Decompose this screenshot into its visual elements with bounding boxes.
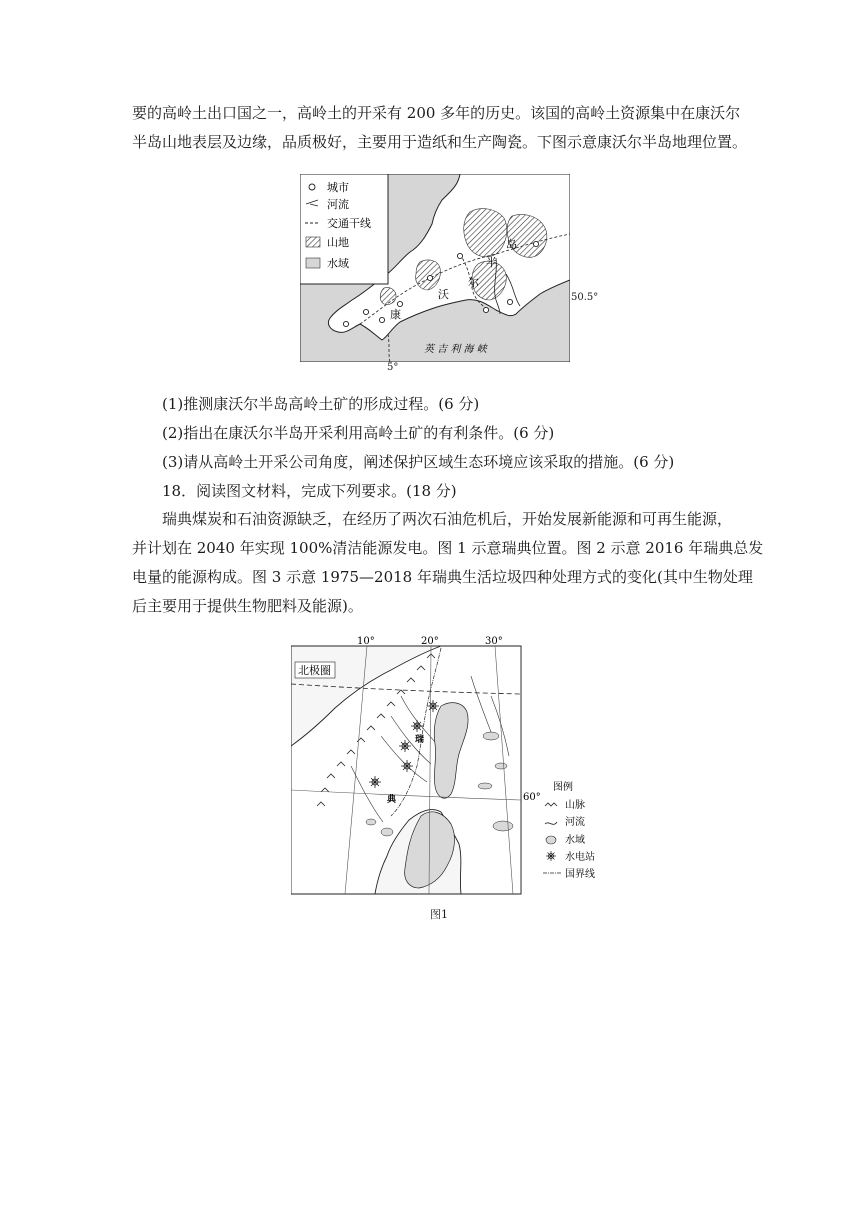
lon-label-10: 10°	[357, 636, 375, 647]
peninsula-char-3: 尔	[468, 276, 479, 289]
figure-caption: 图1	[430, 908, 448, 921]
legend-border: 国界线	[565, 869, 595, 880]
lon-label-30: 30°	[485, 636, 503, 647]
legend-title: 图例	[553, 782, 573, 793]
strait-label: 英 吉 利 海 峡	[424, 344, 487, 355]
intro-paragraph	[132, 99, 748, 157]
cornwall-map	[300, 174, 570, 362]
country-char-2: 典	[387, 795, 397, 805]
peninsula-char-2: 沃	[438, 288, 449, 301]
q18-line-1: 瑞典煤炭和石油资源缺乏，在经历了两次石油危机后，开始发展新能源和可再生能源，	[162, 510, 733, 528]
question-17-2: (2)指出在康沃尔半岛开采利用高岭土矿的有利条件。(6 分)	[162, 424, 555, 442]
legend-river-icon	[545, 822, 557, 824]
legend-transport: 交通干线	[327, 217, 371, 230]
legend-river: 河流	[327, 198, 349, 211]
legend-mountain-icon	[545, 803, 557, 806]
q18-line-4: 后主要用于提供生物肥料及能源)。	[132, 597, 363, 615]
legend-mountain: 山脉	[565, 800, 585, 811]
peninsula-char-4: 半	[486, 256, 497, 269]
legend-hydro-icon	[546, 851, 556, 861]
legend-city: 城市	[327, 181, 349, 194]
country-char-1: 瑞	[415, 735, 425, 745]
map1-lat-label: 50.5°	[571, 292, 599, 303]
peninsula-char-5: 岛	[506, 238, 517, 251]
intro-line-1: 要的高岭土出口国之一，高岭土的开采有 200 多年的历史。该国的高岭土资源集中在康沃尔	[132, 104, 741, 122]
legend-water: 水域	[327, 257, 349, 270]
intro-line-2: 半岛山地表层及边缘，品质极好，主要用于造纸和生产陶瓷。下图示意康沃尔半岛地理位置。	[132, 133, 748, 151]
question-17-3: (3)请从高岭土开采公司角度，阐述保护区域生态环境应该采取的措施。(6 分)	[162, 453, 675, 471]
q18-line-2: 并计划在 2040 年实现 100%清洁能源发电。图 1 示意瑞典位置。图 2 示意 2016 年瑞典总发	[132, 539, 764, 557]
legend-mountain: 山地	[327, 236, 349, 249]
peninsula-char-1: 康	[390, 308, 401, 321]
legend-water: 水域	[565, 835, 585, 846]
q18-line-3: 电量的能源构成。图 3 示意 1975—2018 年瑞典生活垃圾四种处理方式的变化(其中生物处理	[132, 568, 753, 586]
lon-label-20: 20°	[421, 636, 439, 647]
question-17-1: (1)推测康沃尔半岛高岭土矿的形成过程。(6 分)	[162, 395, 480, 413]
legend-hydro: 水电站	[565, 852, 595, 863]
question-18-title: 18．阅读图文材料，完成下列要求。(18 分)	[162, 482, 457, 500]
map1-lon-label: 5°	[387, 362, 399, 373]
sweden-map	[291, 636, 621, 898]
legend-water-icon	[546, 836, 556, 844]
lat-label-60: 60°	[523, 792, 541, 803]
q18-paragraph	[132, 505, 764, 621]
legend-river: 河流	[565, 817, 585, 828]
arctic-label: 北极圈	[298, 664, 331, 677]
